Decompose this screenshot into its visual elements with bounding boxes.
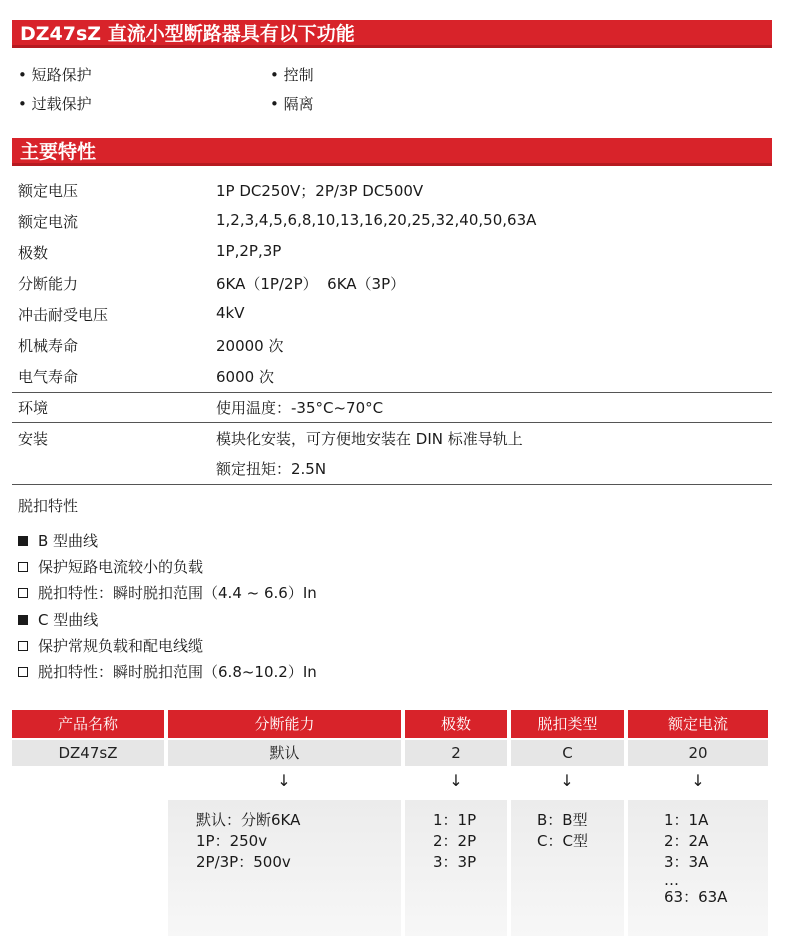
spec-value: 20000 次 [216, 337, 284, 355]
options-breaking-capacity [168, 800, 401, 936]
header-rated-current: 额定电流 [628, 710, 768, 738]
spec-label: 额定电流 [18, 213, 79, 231]
divider [12, 484, 772, 485]
trip-item-text: 保护短路电流较小的负载 [38, 558, 204, 576]
trip-item-text: B 型曲线 [38, 532, 99, 550]
spec-label: 极数 [18, 244, 49, 262]
spec-label: 电气寿命 [18, 368, 79, 386]
spec-value: 使用温度：-35°C~70°C [216, 399, 384, 417]
trip-item-c-curve [18, 609, 98, 630]
hollow-square-icon [18, 562, 28, 572]
trip-item [18, 582, 317, 603]
filled-square-icon [18, 536, 28, 546]
filled-square-icon [18, 615, 28, 625]
header-breaking-capacity: 分断能力 [168, 710, 401, 738]
option-line: 3：3A [664, 853, 709, 871]
down-arrow-icon: ↓ [691, 771, 705, 790]
hollow-square-icon [18, 667, 28, 677]
option-line: 63：63A [664, 888, 728, 906]
option-line: … [664, 871, 679, 889]
option-line: 1P：250v [196, 832, 268, 850]
function-isolation: • 隔离 [270, 95, 314, 113]
header-trip-type: 脱扣类型 [511, 710, 624, 738]
trip-item-b-curve [18, 530, 98, 551]
options-rated-current [628, 800, 768, 936]
function-overload: • 过载保护 [18, 95, 92, 113]
function-control: • 控制 [270, 66, 314, 84]
spec-value: 6000 次 [216, 368, 274, 386]
spec-value: 额定扭矩：2.5N [216, 460, 327, 478]
trip-item-text: 保护常规负载和配电线缆 [38, 637, 204, 655]
option-line: 2：2A [664, 832, 709, 850]
option-line: 默认：分断6KA [196, 811, 301, 829]
cell-breaking-capacity: 默认 [168, 740, 401, 766]
down-arrow-icon: ↓ [560, 771, 574, 790]
option-line: 2：2P [433, 832, 477, 850]
option-line: B：B型 [537, 811, 588, 829]
spec-value: 1P DC250V；2P/3P DC500V [216, 182, 424, 200]
divider [12, 422, 772, 423]
cell-poles: 2 [405, 740, 507, 766]
option-line: 1：1A [664, 811, 709, 829]
features-banner: 主要特性 [12, 138, 772, 166]
down-arrow-icon: ↓ [449, 771, 463, 790]
spec-label: 环境 [18, 399, 49, 417]
header-product-name: 产品名称 [12, 710, 164, 738]
header-poles: 极数 [405, 710, 507, 738]
spec-label: 分断能力 [18, 275, 79, 293]
option-line: C：C型 [537, 832, 588, 850]
spec-value: 模块化安装，可方便地安装在 DIN 标准导轨上 [216, 430, 523, 448]
trip-item [18, 661, 317, 682]
spec-label: 冲击耐受电压 [18, 306, 109, 324]
spec-value: 1P,2P,3P [216, 242, 282, 260]
hollow-square-icon [18, 641, 28, 651]
hollow-square-icon [18, 588, 28, 598]
spec-value: 6KA（1P/2P） 6KA（3P） [216, 275, 406, 293]
functions-banner: DZ47sZ 直流小型断路器具有以下功能 [12, 20, 772, 48]
trip-title: 脱扣特性 [18, 497, 79, 515]
down-arrow-icon: ↓ [277, 771, 291, 790]
options-trip-type [511, 800, 624, 936]
option-line: 1：1P [433, 811, 477, 829]
spec-label: 安装 [18, 430, 49, 448]
option-line: 2P/3P：500v [196, 853, 291, 871]
cell-trip-type: C [511, 740, 624, 766]
spec-value: 4kV [216, 304, 245, 322]
options-poles [405, 800, 507, 936]
function-short-circuit: • 短路保护 [18, 66, 92, 84]
spec-label: 机械寿命 [18, 337, 79, 355]
spec-value: 1,2,3,4,5,6,8,10,13,16,20,25,32,40,50,63A [216, 211, 537, 229]
cell-rated-current: 20 [628, 740, 768, 766]
trip-item [18, 556, 203, 577]
option-line: 3：3P [433, 853, 477, 871]
trip-item-text: C 型曲线 [38, 611, 99, 629]
trip-item [18, 635, 203, 656]
divider [12, 392, 772, 393]
spec-label: 额定电压 [18, 182, 79, 200]
trip-item-text: 脱扣特性：瞬时脱扣范围（4.4 ~ 6.6）In [38, 584, 317, 602]
trip-item-text: 脱扣特性：瞬时脱扣范围（6.8~10.2）In [38, 663, 317, 681]
cell-product-name: DZ47sZ [12, 740, 164, 766]
